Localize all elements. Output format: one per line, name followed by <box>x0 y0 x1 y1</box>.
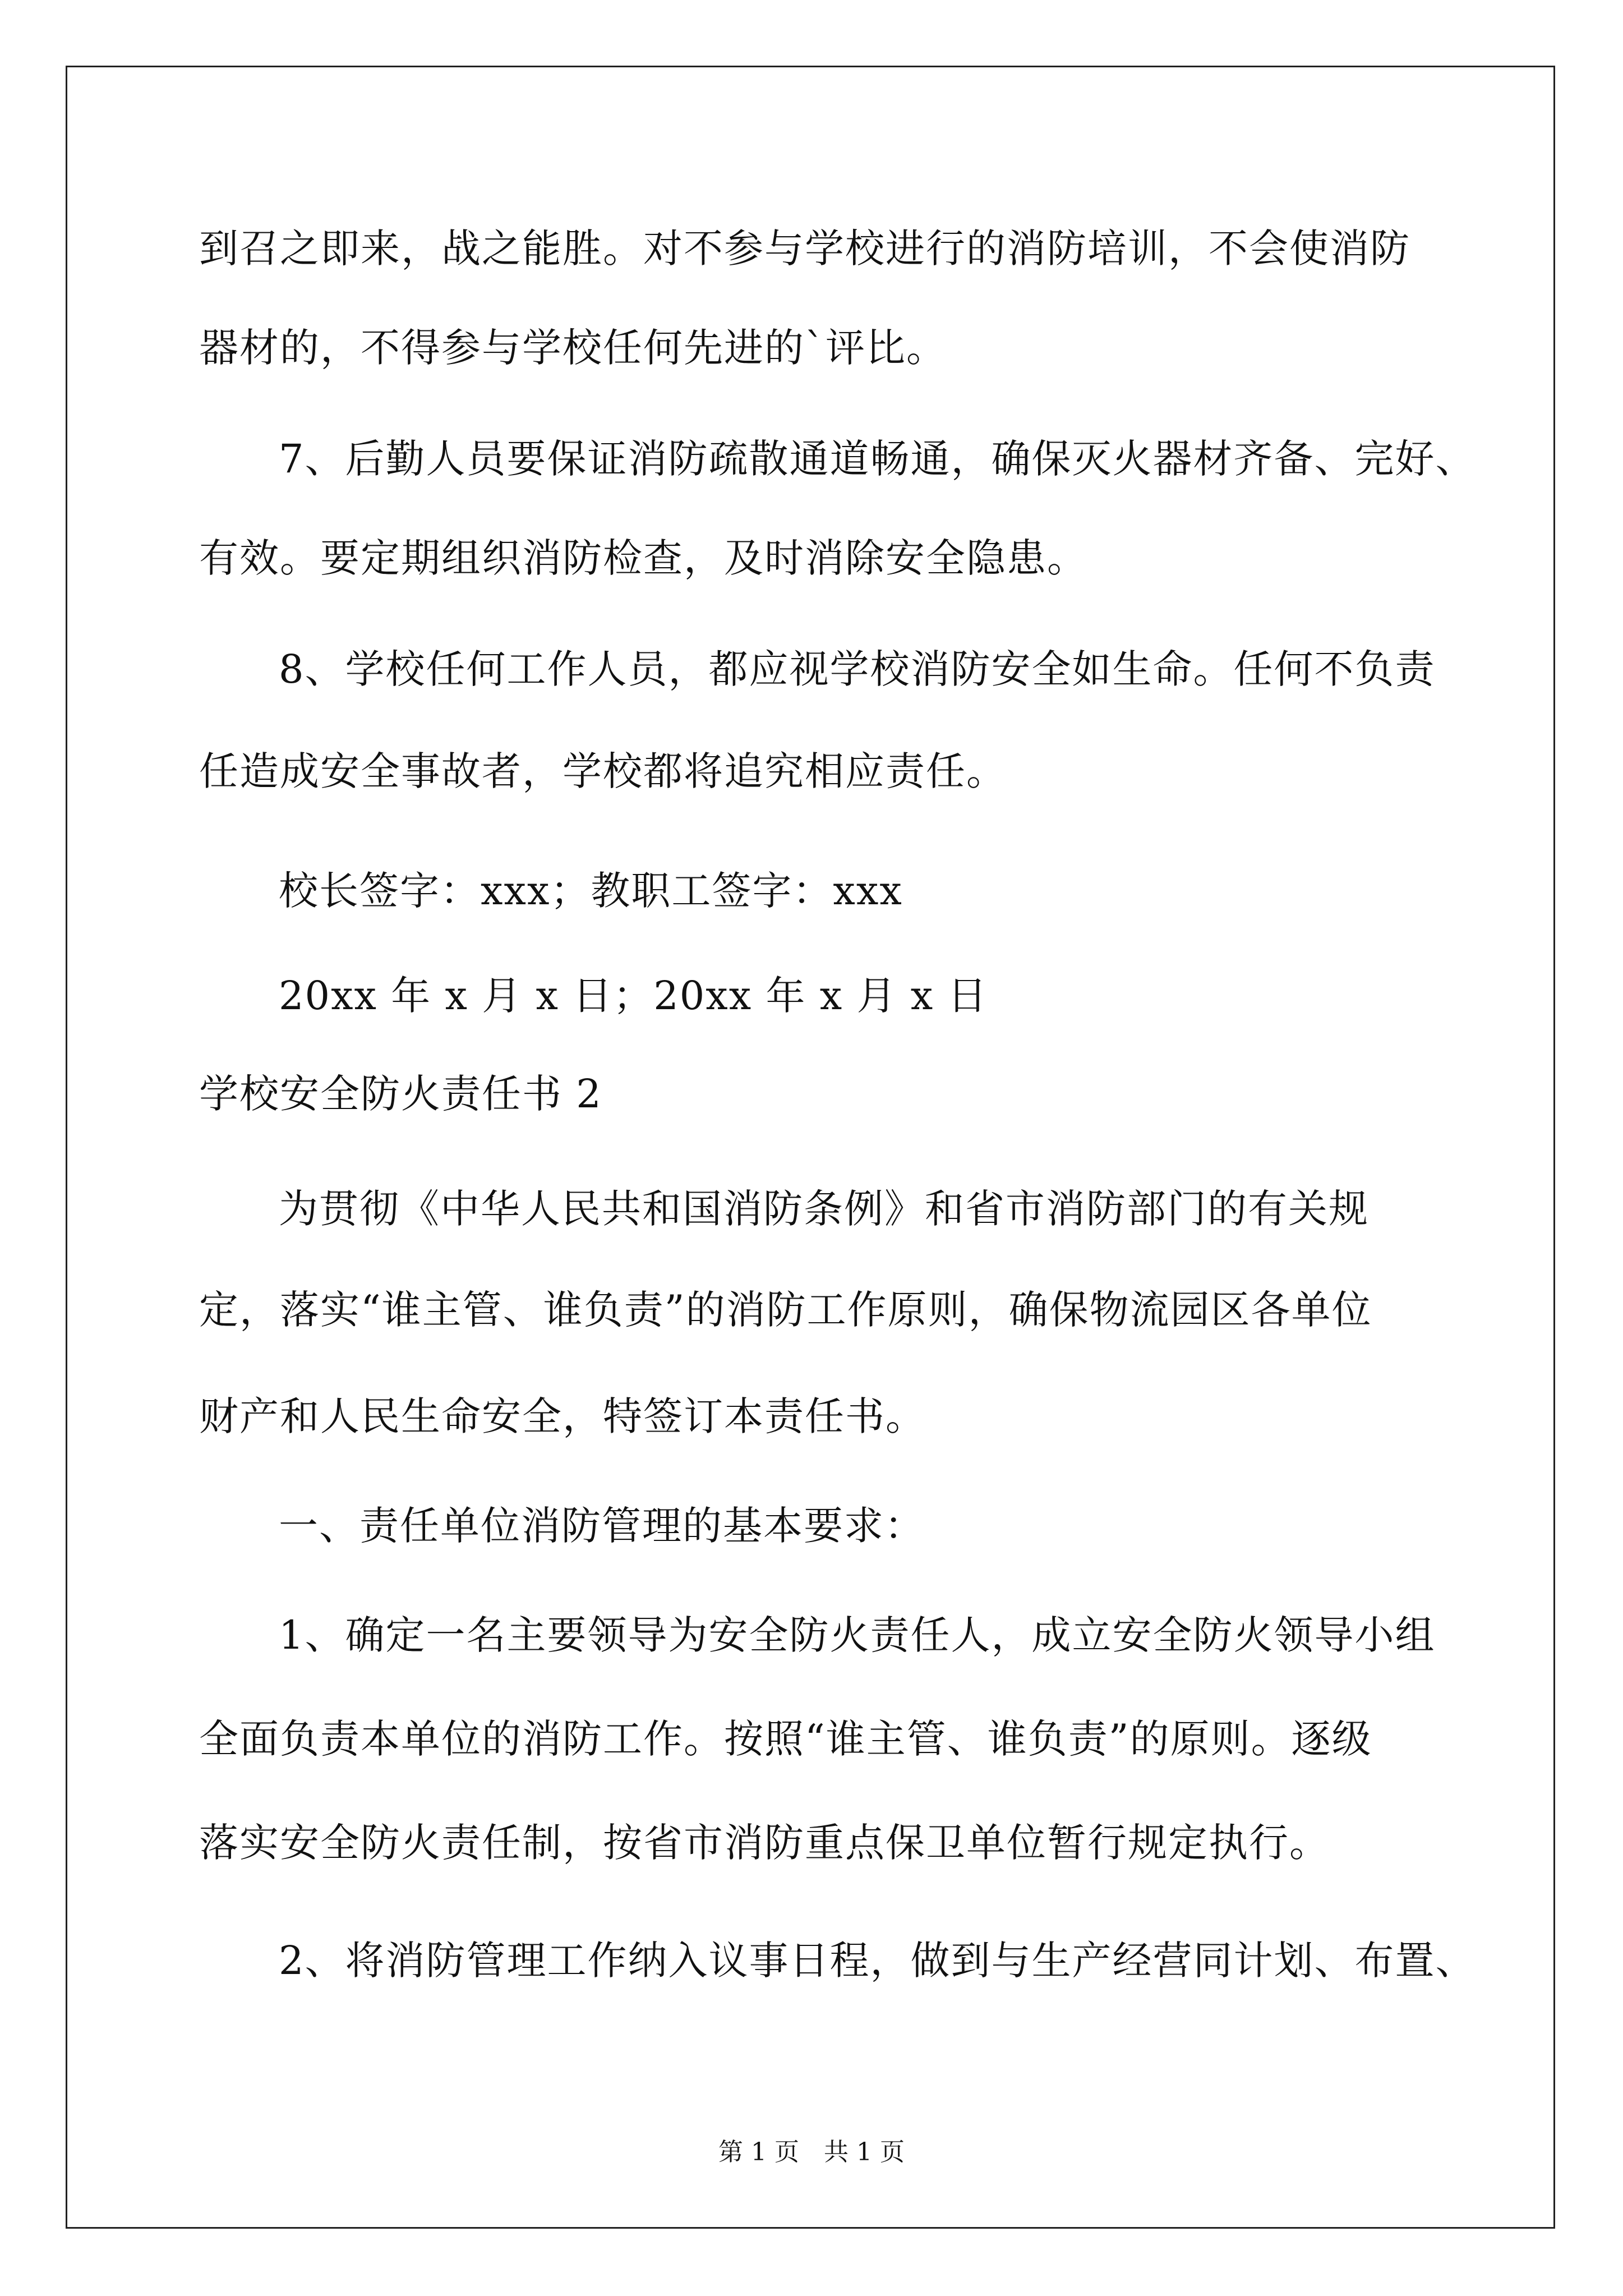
item-1-line-2: 全面负责本单位的消防工作。按照“谁主管、谁负责”的原则。逐级 <box>199 1716 1372 1762</box>
item-2-line-1: 2、将消防管理工作纳入议事日程，做到与生产经营同计划、布置、 <box>279 1938 1476 1984</box>
body-line-continuation-1: 到召之即来，战之能胜。对不参与学校进行的消防培训，不会使消防 <box>199 226 1410 272</box>
page-footer: 第 1 页 共 1 页 <box>718 2138 905 2166</box>
item-1-line-1: 1、确定一名主要领导为安全防火责任人，成立安全防火领导小组 <box>279 1612 1436 1658</box>
signature-line: 校长签字：xxx；教职工签字：xxx <box>279 868 903 914</box>
intro-line-3: 财产和人民生命安全，特签订本责任书。 <box>199 1393 926 1439</box>
item-7-line-2: 有效。要定期组织消防检查，及时消除安全隐患。 <box>199 535 1087 581</box>
item-7-line-1: 7、后勤人员要保证消防疏散通道畅通，确保灭火器材齐备、完好、 <box>279 436 1476 482</box>
item-1-line-3: 落实安全防火责任制，按省市消防重点保卫单位暂行规定执行。 <box>199 1820 1330 1866</box>
intro-line-2: 定，落实“谁主管、谁负责”的消防工作原则，确保物流园区各单位 <box>199 1287 1372 1333</box>
item-8-line-2: 任造成安全事故者，学校都将追究相应责任。 <box>199 748 1007 794</box>
page-border <box>66 66 1555 2229</box>
intro-line-1: 为贯彻《中华人民共和国消防条例》和省市消防部门的有关规 <box>279 1186 1369 1232</box>
body-line-continuation-2: 器材的，不得参与学校任何先进的`评比。 <box>199 325 947 371</box>
item-8-line-1: 8、学校任何工作人员，都应视学校消防安全如生命。任何不负责 <box>279 646 1436 692</box>
date-line: 20xx 年 x 月 x 日；20xx 年 x 月 x 日 <box>279 973 988 1019</box>
subsection-heading: 一、责任单位消防管理的基本要求： <box>279 1503 925 1549</box>
section-heading: 学校安全防火责任书 2 <box>199 1071 602 1117</box>
